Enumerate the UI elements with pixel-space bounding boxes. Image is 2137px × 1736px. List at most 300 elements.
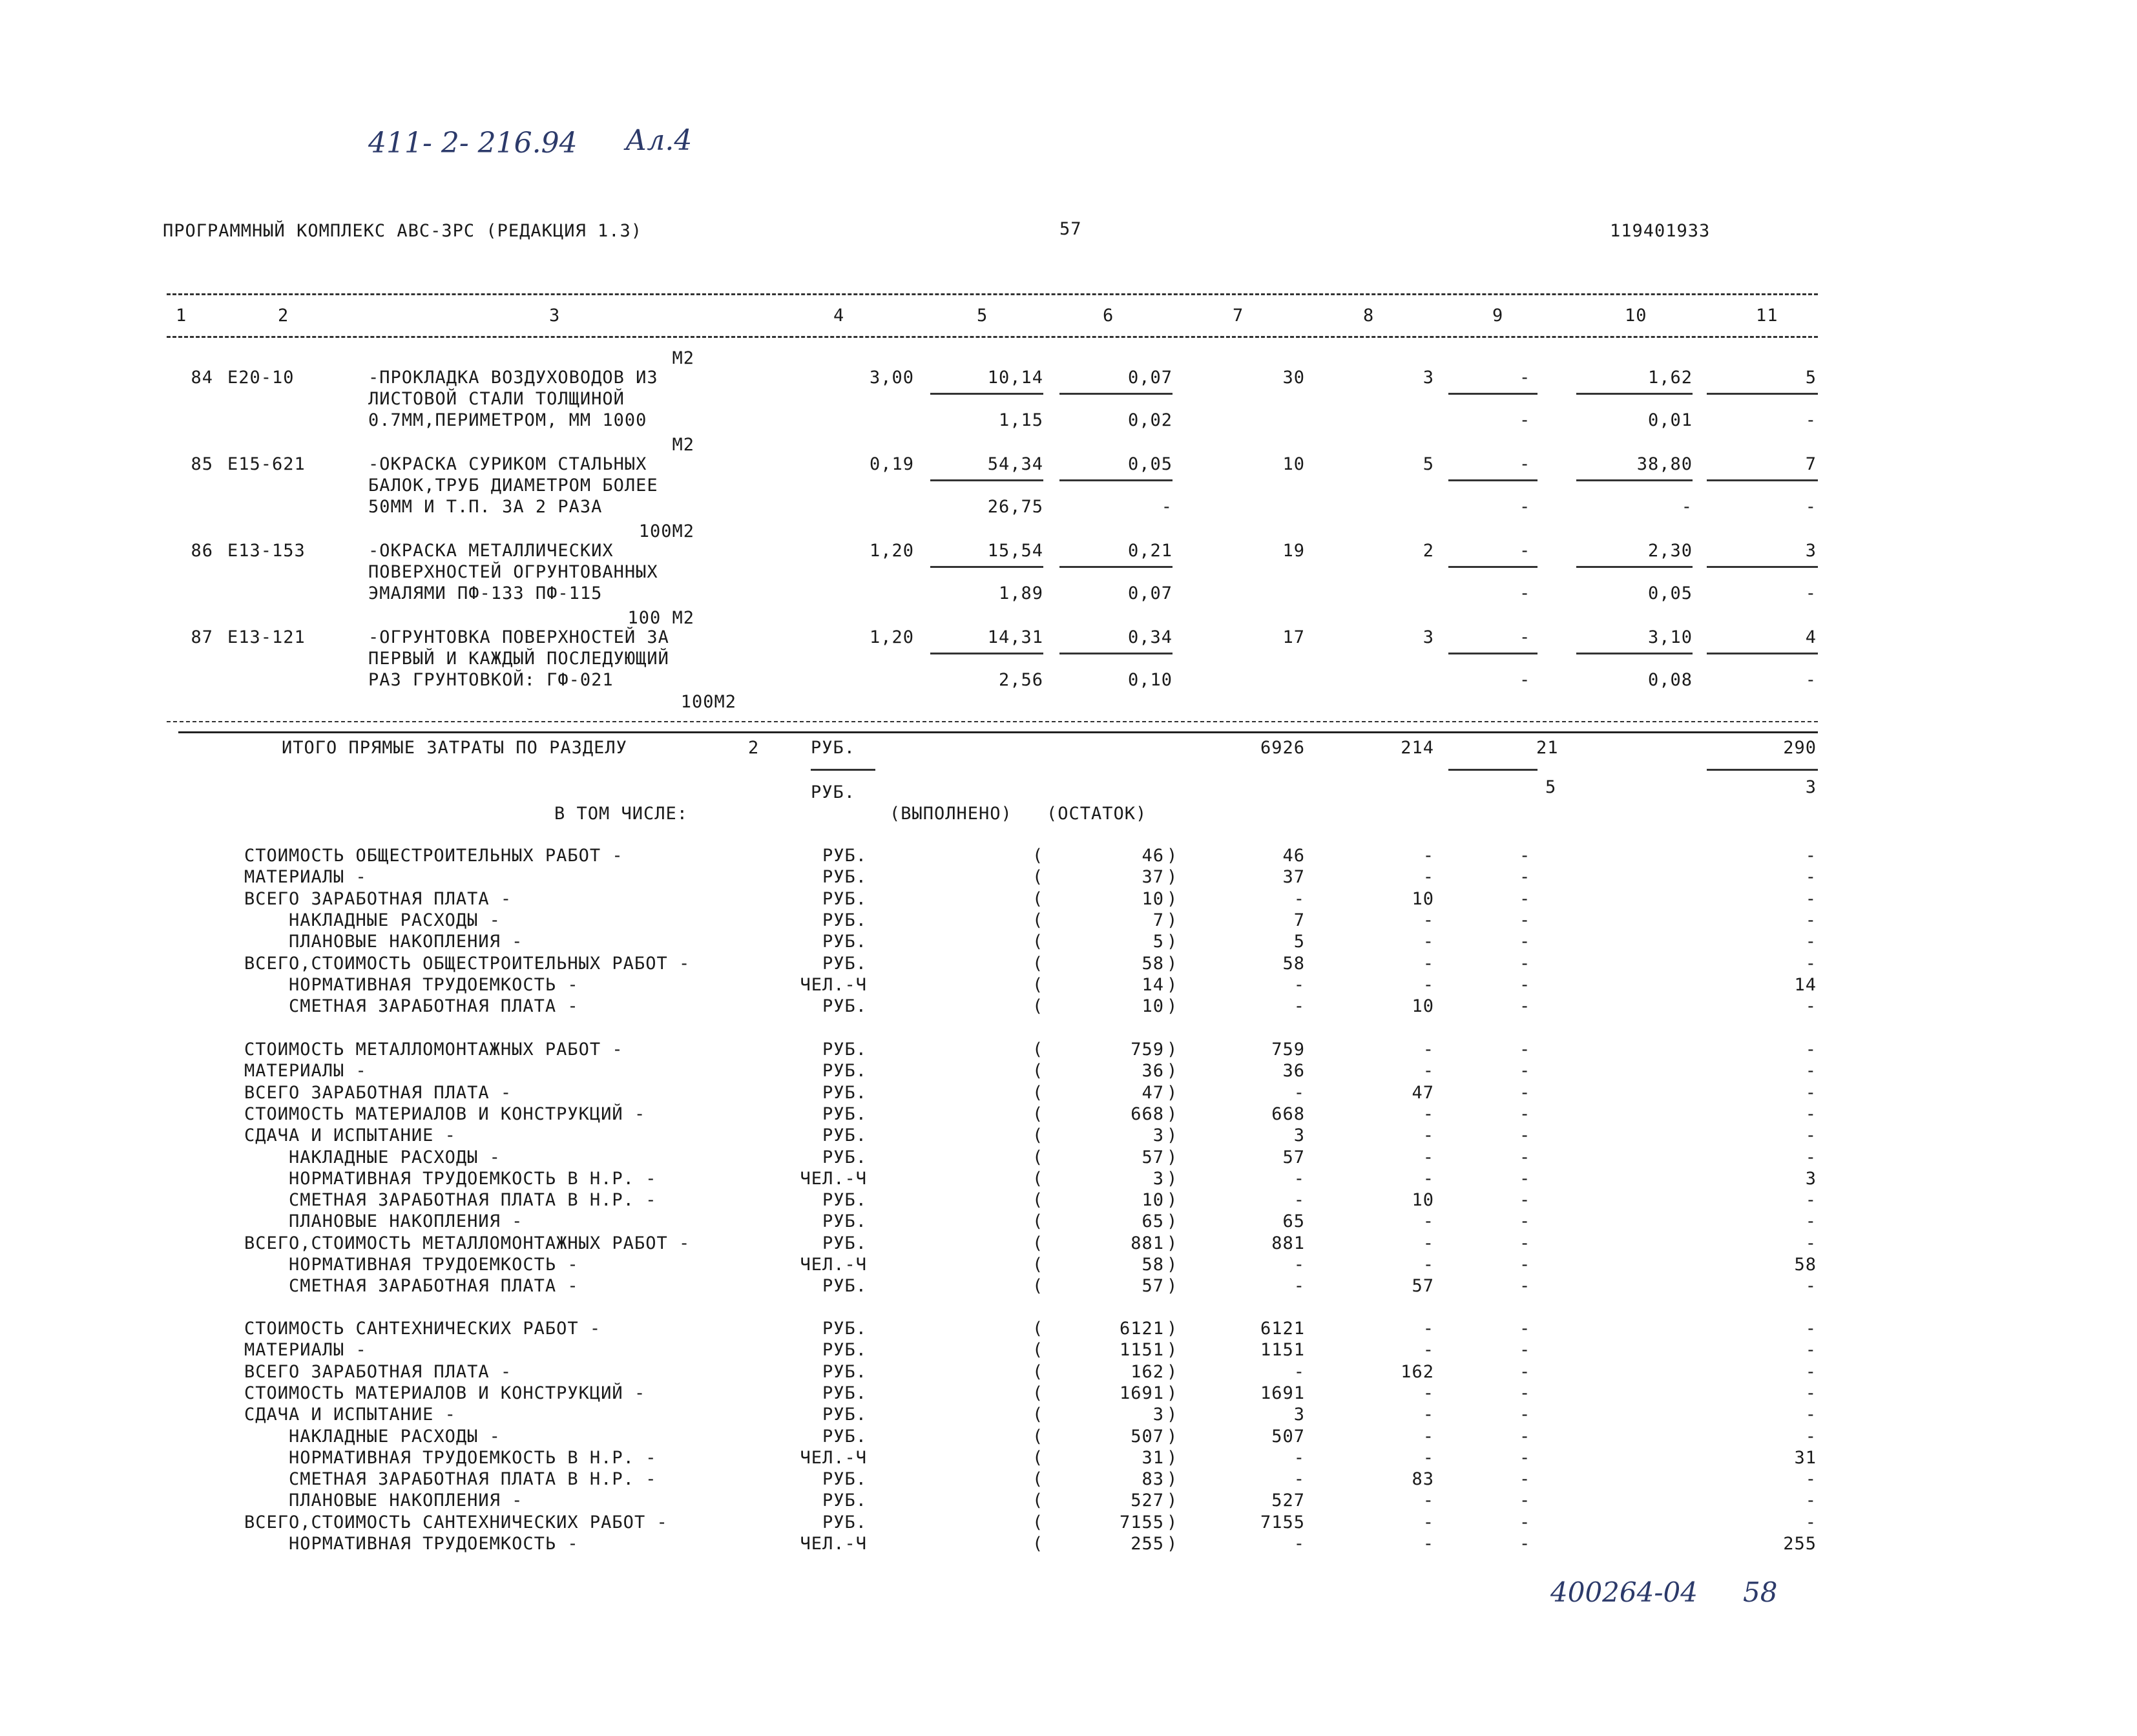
breakdown-col9: -: [1519, 1448, 1531, 1468]
breakdown-col7: -: [1293, 1255, 1305, 1275]
breakdown-col9: -: [1519, 1405, 1531, 1425]
breakdown-col9: -: [1519, 1125, 1531, 1145]
item-col6: 0,21: [1127, 541, 1173, 561]
total-col7: 6926: [1260, 738, 1305, 758]
breakdown-label: НАКЛАДНЫЕ РАСХОДЫ -: [244, 910, 501, 930]
breakdown-col11: -: [1805, 1190, 1817, 1210]
breakdown-label: СМЕТНАЯ ЗАРАБОТНАЯ ПЛАТА В Н.Р. -: [244, 1190, 657, 1210]
breakdown-col8: -: [1423, 1211, 1434, 1231]
breakdown-col11: 3: [1805, 1169, 1817, 1189]
breakdown-label: ВСЕГО ЗАРАБОТНАЯ ПЛАТА -: [244, 889, 512, 909]
breakdown-unit: ЧЕЛ.-Ч: [800, 1169, 867, 1189]
item-quantity: 1,20: [869, 627, 914, 647]
breakdown-col9: -: [1519, 1490, 1531, 1511]
item-name-line: -ОГРУНТОВКА ПОВЕРХНОСТЕЙ ЗА: [368, 627, 669, 647]
column-header-5: 5: [977, 306, 988, 326]
breakdown-unit: РУБ.: [822, 996, 867, 1016]
column-header-1: 1: [176, 306, 187, 326]
item-col7: 30: [1282, 368, 1305, 388]
breakdown-col11: -: [1805, 1383, 1817, 1403]
item-col8: 2: [1423, 541, 1434, 561]
breakdown-col11: -: [1805, 1340, 1817, 1360]
breakdown-col9: -: [1519, 1340, 1531, 1360]
breakdown-unit: РУБ.: [822, 1233, 867, 1253]
program-header: ПРОГРАММНЫЙ КОМПЛЕКС АВС-3РС (РЕДАКЦИЯ 1.3): [163, 221, 642, 241]
breakdown-done: 255: [1131, 1534, 1164, 1554]
breakdown-unit: РУБ.: [822, 1276, 867, 1296]
breakdown-col7: -: [1293, 1276, 1305, 1296]
breakdown-col8: -: [1423, 1061, 1434, 1081]
breakdown-label: ВСЕГО,СТОИМОСТЬ САНТЕХНИЧЕСКИХ РАБОТ -: [244, 1512, 668, 1532]
breakdown-label: СМЕТНАЯ ЗАРАБОТНАЯ ПЛАТА В Н.Р. -: [244, 1469, 657, 1489]
breakdown-unit: РУБ.: [822, 954, 867, 974]
item-unit-top: 100 М2: [627, 608, 694, 628]
breakdown-open-paren: (: [1032, 996, 1044, 1016]
breakdown-col9: -: [1519, 889, 1531, 909]
breakdown-col7: -: [1293, 1469, 1305, 1489]
breakdown-unit: РУБ.: [822, 1125, 867, 1145]
item-col10: 3,10: [1647, 627, 1693, 647]
item-col11-second: -: [1805, 497, 1817, 517]
breakdown-close-paren: ): [1167, 1383, 1178, 1403]
total-col11: 290: [1783, 738, 1817, 758]
breakdown-label: ПЛАНОВЫЕ НАКОПЛЕНИЯ -: [244, 1211, 523, 1231]
breakdown-close-paren: ): [1167, 1169, 1178, 1189]
item-col9: -: [1519, 627, 1531, 647]
breakdown-done: 10: [1141, 1190, 1164, 1210]
breakdown-close-paren: ): [1167, 1276, 1178, 1296]
item-number: 86: [191, 541, 213, 561]
breakdown-col9: -: [1519, 1534, 1531, 1554]
breakdown-col7: 58: [1282, 954, 1305, 974]
breakdown-col8: -: [1423, 1405, 1434, 1425]
item-col11-second: -: [1805, 670, 1817, 690]
breakdown-done: 57: [1141, 1147, 1164, 1167]
column-header-3: 3: [549, 306, 561, 326]
breakdown-close-paren: ): [1167, 975, 1178, 995]
breakdown-col11: -: [1805, 1211, 1817, 1231]
breakdown-done: 58: [1141, 1255, 1164, 1275]
breakdown-open-paren: (: [1032, 1125, 1044, 1145]
breakdown-col7: 57: [1282, 1147, 1305, 1167]
breakdown-col9: -: [1519, 1362, 1531, 1382]
breakdown-done: 7155: [1119, 1512, 1164, 1532]
breakdown-close-paren: ): [1167, 1469, 1178, 1489]
breakdown-label: СТОИМОСТЬ МЕТАЛЛОМОНТАЖНЫХ РАБОТ -: [244, 1040, 623, 1060]
breakdown-label: СТОИМОСТЬ ОБЩЕСТРОИТЕЛЬНЫХ РАБОТ -: [244, 846, 623, 866]
breakdown-close-paren: ): [1167, 1405, 1178, 1425]
breakdown-open-paren: (: [1032, 1083, 1044, 1103]
breakdown-label: СМЕТНАЯ ЗАРАБОТНАЯ ПЛАТА -: [244, 996, 579, 1016]
breakdown-col7: -: [1293, 889, 1305, 909]
breakdown-label: НОРМАТИВНАЯ ТРУДОЕМКОСТЬ В Н.Р. -: [244, 1169, 657, 1189]
breakdown-col9: -: [1519, 1233, 1531, 1253]
item-unit-top: 100М2: [638, 521, 694, 541]
breakdown-done: 58: [1141, 954, 1164, 974]
item-col11: 7: [1805, 454, 1817, 474]
breakdown-close-paren: ): [1167, 1233, 1178, 1253]
item-col10: 1,62: [1647, 368, 1693, 388]
breakdown-done: 5: [1152, 932, 1164, 952]
breakdown-close-paren: ): [1167, 954, 1178, 974]
breakdown-label: МАТЕРИАЛЫ -: [244, 867, 367, 887]
breakdown-open-paren: (: [1032, 975, 1044, 995]
breakdown-close-paren: ): [1167, 1427, 1178, 1447]
breakdown-col7: -: [1293, 1169, 1305, 1189]
breakdown-col7: -: [1293, 996, 1305, 1016]
breakdown-done: 14: [1141, 975, 1164, 995]
item-col5-second: 26,75: [987, 497, 1043, 517]
item-col10-second: 0,01: [1647, 410, 1693, 430]
total-col9-second: 5: [1545, 777, 1557, 797]
breakdown-open-paren: (: [1032, 889, 1044, 909]
breakdown-open-paren: (: [1032, 1255, 1044, 1275]
breakdown-done: 47: [1141, 1083, 1164, 1103]
breakdown-col7: -: [1293, 1083, 1305, 1103]
breakdown-label: СДАЧА И ИСПЫТАНИЕ -: [244, 1125, 456, 1145]
breakdown-col7: 507: [1271, 1427, 1305, 1447]
breakdown-unit: РУБ.: [822, 1040, 867, 1060]
breakdown-close-paren: ): [1167, 1362, 1178, 1382]
breakdown-done: 83: [1141, 1469, 1164, 1489]
breakdown-open-paren: (: [1032, 1340, 1044, 1360]
breakdown-col9: -: [1519, 1211, 1531, 1231]
breakdown-open-paren: (: [1032, 1362, 1044, 1382]
breakdown-col9: -: [1519, 867, 1531, 887]
breakdown-open-paren: (: [1032, 1233, 1044, 1253]
item-col8: 3: [1423, 627, 1434, 647]
breakdown-done: 46: [1141, 846, 1164, 866]
breakdown-col8: 10: [1412, 996, 1434, 1016]
breakdown-close-paren: ): [1167, 1512, 1178, 1532]
item-name-line: БАЛОК,ТРУБ ДИАМЕТРОМ БОЛЕЕ: [368, 476, 658, 496]
breakdown-col11: -: [1805, 1040, 1817, 1060]
breakdown-col9: -: [1519, 1427, 1531, 1447]
total-col9: 21: [1536, 738, 1559, 758]
column-header-6: 6: [1103, 306, 1114, 326]
breakdown-col11: -: [1805, 1083, 1817, 1103]
breakdown-open-paren: (: [1032, 1147, 1044, 1167]
item-name-line: ПОВЕРХНОСТЕЙ ОГРУНТОВАННЫХ: [368, 562, 658, 582]
breakdown-col11: -: [1805, 932, 1817, 952]
item-name-line: РАЗ ГРУНТОВКОЙ: ГФ-021: [368, 670, 614, 690]
breakdown-unit: РУБ.: [822, 1490, 867, 1511]
total-col11-second: 3: [1805, 777, 1817, 797]
breakdown-col7: 7: [1293, 910, 1305, 930]
breakdown-close-paren: ): [1167, 1448, 1178, 1468]
breakdown-col8: -: [1423, 1125, 1434, 1145]
item-col10: 38,80: [1636, 454, 1693, 474]
breakdown-unit: РУБ.: [822, 1427, 867, 1447]
item-code: Е20-10: [227, 368, 295, 388]
breakdown-label: ПЛАНОВЫЕ НАКОПЛЕНИЯ -: [244, 1490, 523, 1511]
breakdown-close-paren: ): [1167, 1104, 1178, 1124]
item-col9: -: [1519, 368, 1531, 388]
breakdown-unit: РУБ.: [822, 1211, 867, 1231]
breakdown-unit: РУБ.: [822, 1319, 867, 1339]
handwritten-album: Ал.4: [625, 124, 693, 157]
item-col5-second: 1,15: [998, 410, 1043, 430]
breakdown-label: ВСЕГО ЗАРАБОТНАЯ ПЛАТА -: [244, 1083, 512, 1103]
item-number: 84: [191, 368, 213, 388]
breakdown-col9: -: [1519, 846, 1531, 866]
breakdown-col8: -: [1423, 1255, 1434, 1275]
item-col6: 0,34: [1127, 627, 1173, 647]
breakdown-col8: -: [1423, 846, 1434, 866]
item-col10-second: -: [1681, 497, 1693, 517]
rest-column-label: (ОСТАТОК): [1047, 804, 1147, 824]
column-header-2: 2: [278, 306, 289, 326]
breakdown-col8: -: [1423, 1427, 1434, 1447]
breakdown-col7: -: [1293, 1448, 1305, 1468]
item-col10: 2,30: [1647, 541, 1693, 561]
item-col8: 3: [1423, 368, 1434, 388]
item-col11: 3: [1805, 541, 1817, 561]
item-col5-second: 1,89: [998, 583, 1043, 603]
breakdown-col7: 527: [1271, 1490, 1305, 1511]
breakdown-col8: 10: [1412, 1190, 1434, 1210]
breakdown-col9: -: [1519, 932, 1531, 952]
breakdown-col11: -: [1805, 996, 1817, 1016]
breakdown-col11: 14: [1794, 975, 1817, 995]
breakdown-col11: 255: [1783, 1534, 1817, 1554]
breakdown-col7: -: [1293, 975, 1305, 995]
breakdown-col8: -: [1423, 1448, 1434, 1468]
breakdown-col9: -: [1519, 1147, 1531, 1167]
breakdown-unit: РУБ.: [822, 1147, 867, 1167]
item-col7: 17: [1282, 627, 1305, 647]
breakdown-col9: -: [1519, 1512, 1531, 1532]
breakdown-col7: 1691: [1260, 1383, 1305, 1403]
breakdown-unit: РУБ.: [822, 1104, 867, 1124]
breakdown-unit: РУБ.: [822, 1405, 867, 1425]
last-item-unit: 100М2: [680, 692, 736, 712]
breakdown-close-paren: ): [1167, 1125, 1178, 1145]
column-header-10: 10: [1625, 306, 1647, 326]
breakdown-col7: 37: [1282, 867, 1305, 887]
breakdown-col8: -: [1423, 1340, 1434, 1360]
breakdown-col8: -: [1423, 1512, 1434, 1532]
item-name-line: ЛИСТОВОЙ СТАЛИ ТОЛЩИНОЙ: [368, 389, 625, 409]
breakdown-unit: РУБ.: [822, 1469, 867, 1489]
breakdown-col11: -: [1805, 1147, 1817, 1167]
breakdown-col11: -: [1805, 846, 1817, 866]
breakdown-label: ВСЕГО,СТОИМОСТЬ ОБЩЕСТРОИТЕЛЬНЫХ РАБОТ -: [244, 954, 691, 974]
breakdown-unit: РУБ.: [822, 1340, 867, 1360]
breakdown-open-paren: (: [1032, 954, 1044, 974]
breakdown-unit: РУБ.: [822, 1362, 867, 1382]
breakdown-col9: -: [1519, 1190, 1531, 1210]
breakdown-col9: -: [1519, 996, 1531, 1016]
breakdown-col8: -: [1423, 1233, 1434, 1253]
breakdown-unit: ЧЕЛ.-Ч: [800, 1255, 867, 1275]
breakdown-open-paren: (: [1032, 1211, 1044, 1231]
breakdown-col11: -: [1805, 1469, 1817, 1489]
breakdown-done: 37: [1141, 867, 1164, 887]
breakdown-open-paren: (: [1032, 846, 1044, 866]
breakdown-close-paren: ): [1167, 996, 1178, 1016]
breakdown-col7: 1151: [1260, 1340, 1305, 1360]
breakdown-col9: -: [1519, 1104, 1531, 1124]
breakdown-open-paren: (: [1032, 1469, 1044, 1489]
breakdown-close-paren: ): [1167, 1061, 1178, 1081]
breakdown-done: 507: [1131, 1427, 1164, 1447]
breakdown-done: 1691: [1119, 1383, 1164, 1403]
breakdown-col11: -: [1805, 889, 1817, 909]
item-number: 85: [191, 454, 213, 474]
breakdown-open-paren: (: [1032, 1448, 1044, 1468]
breakdown-done: 6121: [1119, 1319, 1164, 1339]
breakdown-close-paren: ): [1167, 1534, 1178, 1554]
breakdown-col9: -: [1519, 1276, 1531, 1296]
breakdown-col11: -: [1805, 1512, 1817, 1532]
item-col6: 0,07: [1127, 368, 1173, 388]
item-name-line: ЭМАЛЯМИ ПФ-133 ПФ-115: [368, 583, 603, 603]
breakdown-col9: -: [1519, 1319, 1531, 1339]
breakdown-done: 759: [1131, 1040, 1164, 1060]
item-col11-second: -: [1805, 583, 1817, 603]
item-name-line: -ОКРАСКА МЕТАЛЛИЧЕСКИХ: [368, 541, 614, 561]
item-quantity: 3,00: [869, 368, 914, 388]
breakdown-col9: -: [1519, 910, 1531, 930]
breakdown-close-paren: ): [1167, 1147, 1178, 1167]
item-code: Е13-153: [227, 541, 306, 561]
breakdown-col8: -: [1423, 932, 1434, 952]
breakdown-open-paren: (: [1032, 1169, 1044, 1189]
breakdown-close-paren: ): [1167, 1190, 1178, 1210]
breakdown-col11: -: [1805, 1276, 1817, 1296]
breakdown-open-paren: (: [1032, 1319, 1044, 1339]
item-col6-second: 0,10: [1127, 670, 1173, 690]
breakdown-col9: -: [1519, 1061, 1531, 1081]
breakdown-col11: -: [1805, 1405, 1817, 1425]
breakdown-col9: -: [1519, 1383, 1531, 1403]
breakdown-open-paren: (: [1032, 910, 1044, 930]
item-unit-top: М2: [672, 435, 694, 455]
item-col7: 19: [1282, 541, 1305, 561]
breakdown-unit: ЧЕЛ.-Ч: [800, 1448, 867, 1468]
item-col6: 0,05: [1127, 454, 1173, 474]
breakdown-close-paren: ): [1167, 1490, 1178, 1511]
breakdown-label: ВСЕГО ЗАРАБОТНАЯ ПЛАТА -: [244, 1362, 512, 1382]
breakdown-label: ВСЕГО,СТОИМОСТЬ МЕТАЛЛОМОНТАЖНЫХ РАБОТ -: [244, 1233, 691, 1253]
item-col10-second: 0,05: [1647, 583, 1693, 603]
breakdown-col11: -: [1805, 1061, 1817, 1081]
item-col9-second: -: [1519, 497, 1531, 517]
item-name-line: -ПРОКЛАДКА ВОЗДУХОВОДОВ ИЗ: [368, 368, 658, 388]
breakdown-col8: -: [1423, 1383, 1434, 1403]
total-unit: РУБ.: [811, 738, 856, 758]
item-col11: 4: [1805, 627, 1817, 647]
item-quantity: 0,19: [869, 454, 914, 474]
item-code: Е15-621: [227, 454, 306, 474]
total-label: ИТОГО ПРЯМЫЕ ЗАТРАТЫ ПО РАЗДЕЛУ: [282, 738, 627, 758]
breakdown-open-paren: (: [1032, 1427, 1044, 1447]
item-col6-second: 0,07: [1127, 583, 1173, 603]
breakdown-done: 36: [1141, 1061, 1164, 1081]
column-header-8: 8: [1363, 306, 1375, 326]
breakdown-open-paren: (: [1032, 1490, 1044, 1511]
item-col5-second: 2,56: [998, 670, 1043, 690]
item-col9-second: -: [1519, 670, 1531, 690]
breakdown-done: 57: [1141, 1276, 1164, 1296]
breakdown-col7: 881: [1271, 1233, 1305, 1253]
breakdown-col8: 83: [1412, 1469, 1434, 1489]
item-col7: 10: [1282, 454, 1305, 474]
breakdown-close-paren: ): [1167, 1255, 1178, 1275]
breakdown-close-paren: ): [1167, 889, 1178, 909]
breakdown-label: МАТЕРИАЛЫ -: [244, 1061, 367, 1081]
breakdown-close-paren: ): [1167, 1340, 1178, 1360]
breakdown-col8: -: [1423, 1040, 1434, 1060]
breakdown-done: 1151: [1119, 1340, 1164, 1360]
breakdown-unit: РУБ.: [822, 910, 867, 930]
breakdown-col7: 36: [1282, 1061, 1305, 1081]
breakdown-col8: -: [1423, 954, 1434, 974]
breakdown-unit: ЧЕЛ.-Ч: [800, 975, 867, 995]
breakdown-col7: 6121: [1260, 1319, 1305, 1339]
breakdown-close-paren: ): [1167, 867, 1178, 887]
breakdown-col9: -: [1519, 1169, 1531, 1189]
breakdown-label: ПЛАНОВЫЕ НАКОПЛЕНИЯ -: [244, 932, 523, 952]
breakdown-done: 668: [1131, 1104, 1164, 1124]
breakdown-col9: -: [1519, 1083, 1531, 1103]
breakdown-open-paren: (: [1032, 1405, 1044, 1425]
including-label: В ТОМ ЧИСЛЕ:: [554, 804, 689, 824]
item-col10-second: 0,08: [1647, 670, 1693, 690]
breakdown-open-paren: (: [1032, 1040, 1044, 1060]
item-col6-second: -: [1161, 497, 1173, 517]
breakdown-col7: 759: [1271, 1040, 1305, 1060]
breakdown-col9: -: [1519, 954, 1531, 974]
breakdown-col11: -: [1805, 1125, 1817, 1145]
breakdown-label: СДАЧА И ИСПЫТАНИЕ -: [244, 1405, 456, 1425]
breakdown-close-paren: ): [1167, 1319, 1178, 1339]
handwritten-footer-page: 58: [1743, 1576, 1778, 1608]
breakdown-close-paren: ): [1167, 910, 1178, 930]
breakdown-unit: РУБ.: [822, 1190, 867, 1210]
breakdown-open-paren: (: [1032, 1276, 1044, 1296]
item-name-line: 50ММ И Т.П. ЗА 2 РАЗА: [368, 497, 603, 517]
column-header-11: 11: [1756, 306, 1778, 326]
breakdown-label: НАКЛАДНЫЕ РАСХОДЫ -: [244, 1427, 501, 1447]
breakdown-label: НАКЛАДНЫЕ РАСХОДЫ -: [244, 1147, 501, 1167]
breakdown-close-paren: ): [1167, 1211, 1178, 1231]
item-name-line: -ОКРАСКА СУРИКОМ СТАЛЬНЫХ: [368, 454, 647, 474]
breakdown-col9: -: [1519, 1469, 1531, 1489]
breakdown-open-paren: (: [1032, 1104, 1044, 1124]
breakdown-col7: -: [1293, 1190, 1305, 1210]
item-unit-top: М2: [672, 348, 694, 368]
column-header-7: 7: [1233, 306, 1244, 326]
done-column-label: (ВЫПОЛНЕНО): [890, 804, 1012, 824]
handwritten-footer-code: 400264-04: [1550, 1576, 1698, 1608]
breakdown-done: 527: [1131, 1490, 1164, 1511]
breakdown-label: НОРМАТИВНАЯ ТРУДОЕМКОСТЬ -: [244, 1255, 579, 1275]
item-number: 87: [191, 627, 213, 647]
item-col5: 15,54: [987, 541, 1043, 561]
breakdown-col8: 10: [1412, 889, 1434, 909]
breakdown-col7: 3: [1293, 1405, 1305, 1425]
breakdown-col8: -: [1423, 910, 1434, 930]
column-header-4: 4: [833, 306, 845, 326]
handwritten-doc-code: 411- 2- 216.94: [368, 127, 578, 160]
breakdown-col8: -: [1423, 1169, 1434, 1189]
page-number: 57: [1059, 219, 1082, 239]
breakdown-col9: -: [1519, 1040, 1531, 1060]
document-id: 119401933: [1610, 221, 1711, 241]
column-header-9: 9: [1492, 306, 1504, 326]
